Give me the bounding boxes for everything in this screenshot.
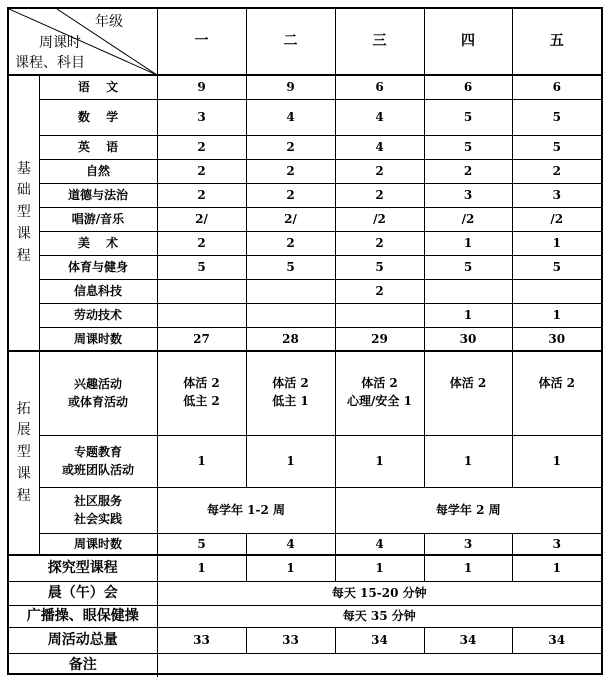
table-cell: 9 — [246, 75, 335, 99]
table-cell — [246, 303, 335, 327]
grade-header-2: 二 — [246, 9, 335, 75]
table-cell: 4 — [335, 99, 424, 135]
table-cell: 体活 2 — [424, 351, 512, 435]
explore-course-label: 探究型课程 — [9, 555, 157, 581]
morning-meeting-value: 每天 15-20 分钟 — [157, 581, 601, 605]
table-cell: 2 — [424, 159, 512, 183]
morning-meeting-label: 晨（午）会 — [9, 581, 157, 605]
table-cell: 5 — [246, 255, 335, 279]
table-cell: 2 — [157, 135, 246, 159]
table-cell: 33 — [246, 627, 335, 653]
table-cell: 5 — [512, 135, 601, 159]
table-cell: 6 — [424, 75, 512, 99]
table-cell: 2 — [246, 159, 335, 183]
table-cell: 1 — [512, 303, 601, 327]
table-cell: 体活 2 — [512, 351, 601, 435]
grade-header-4: 四 — [424, 9, 512, 75]
subject-name: 英 语 — [39, 135, 157, 159]
curriculum-table-frame — [7, 7, 603, 675]
curriculum-table — [9, 9, 601, 677]
header-subject-label: 课程、科目 — [15, 55, 85, 71]
table-cell: 5 — [157, 255, 246, 279]
weekly-hours-label: 周课时数 — [39, 327, 157, 351]
table-cell: 1 — [424, 555, 512, 581]
subject-name: 数 学 — [39, 99, 157, 135]
table-cell: 5 — [424, 255, 512, 279]
table-cell: 9 — [157, 75, 246, 99]
grade-header-5: 五 — [512, 9, 601, 75]
table-cell: 2 — [335, 159, 424, 183]
subject-name: 信息科技 — [39, 279, 157, 303]
table-cell: /2 — [335, 207, 424, 231]
table-cell: 4 — [246, 533, 335, 555]
topic-education-label: 专题教育 或班团队活动 — [39, 435, 157, 487]
table-cell: /2 — [512, 207, 601, 231]
table-cell: 2 — [335, 279, 424, 303]
table-cell: 5 — [512, 255, 601, 279]
grade-header-1: 一 — [157, 9, 246, 75]
table-cell: /2 — [424, 207, 512, 231]
subject-name: 唱游/音乐 — [39, 207, 157, 231]
table-cell: 2 — [512, 159, 601, 183]
extended-course-group-label: 拓 展 型 课 程 — [9, 351, 39, 555]
table-cell: 4 — [246, 99, 335, 135]
table-cell — [157, 279, 246, 303]
header-grade-label: 年级 — [95, 14, 123, 30]
community-service-low-grades: 每学年 1-2 周 — [157, 487, 335, 533]
subject-name: 语 文 — [39, 75, 157, 99]
table-cell: 30 — [512, 327, 601, 351]
table-cell: 5 — [157, 533, 246, 555]
table-cell — [157, 303, 246, 327]
exercise-label: 广播操、眼保健操 — [9, 605, 157, 627]
table-cell: 2 — [335, 183, 424, 207]
table-cell: 1 — [424, 435, 512, 487]
table-cell: 2/ — [157, 207, 246, 231]
subject-name: 体育与健身 — [39, 255, 157, 279]
exercise-value: 每天 35 分钟 — [157, 605, 601, 627]
table-cell: 30 — [424, 327, 512, 351]
diagonal-header-cell — [9, 9, 157, 75]
table-cell: 1 — [157, 435, 246, 487]
table-cell: 2 — [246, 183, 335, 207]
table-cell: 1 — [512, 555, 601, 581]
subject-name: 自然 — [39, 159, 157, 183]
table-cell: 3 — [157, 99, 246, 135]
table-cell: 体活 2 心理/安全 1 — [335, 351, 424, 435]
table-cell: 3 — [424, 183, 512, 207]
remark-label: 备注 — [9, 653, 157, 677]
table-cell: 1 — [335, 435, 424, 487]
table-cell: 34 — [424, 627, 512, 653]
table-cell: 4 — [335, 533, 424, 555]
table-cell: 27 — [157, 327, 246, 351]
table-cell: 1 — [246, 555, 335, 581]
table-cell: 1 — [512, 231, 601, 255]
basic-course-group-label: 基 础 型 课 程 — [9, 75, 39, 351]
table-cell: 3 — [512, 183, 601, 207]
table-cell: 5 — [512, 99, 601, 135]
table-cell: 34 — [512, 627, 601, 653]
table-cell: 2 — [246, 231, 335, 255]
community-service-label: 社区服务 社会实践 — [39, 487, 157, 533]
header-weekly-hours-label: 周课时 — [39, 35, 81, 51]
table-cell: 2 — [335, 231, 424, 255]
table-cell: 28 — [246, 327, 335, 351]
table-cell: 4 — [335, 135, 424, 159]
table-cell: 1 — [424, 303, 512, 327]
table-cell: 5 — [424, 135, 512, 159]
table-cell: 5 — [424, 99, 512, 135]
table-cell: 2 — [157, 231, 246, 255]
remark-value — [157, 653, 601, 677]
table-cell — [335, 303, 424, 327]
table-cell: 1 — [335, 555, 424, 581]
table-cell: 5 — [335, 255, 424, 279]
subject-name: 美 术 — [39, 231, 157, 255]
table-cell: 6 — [335, 75, 424, 99]
table-cell: 2 — [157, 159, 246, 183]
table-cell: 29 — [335, 327, 424, 351]
table-cell — [512, 279, 601, 303]
community-service-high-grades: 每学年 2 周 — [335, 487, 601, 533]
table-cell: 2 — [157, 183, 246, 207]
table-cell: 1 — [157, 555, 246, 581]
interest-activity-label: 兴趣活动 或体育活动 — [39, 351, 157, 435]
table-cell: 1 — [424, 231, 512, 255]
table-cell: 1 — [246, 435, 335, 487]
table-cell: 1 — [512, 435, 601, 487]
table-cell: 2/ — [246, 207, 335, 231]
table-cell: 体活 2 低主 1 — [246, 351, 335, 435]
table-cell: 3 — [424, 533, 512, 555]
total-activity-label: 周活动总量 — [9, 627, 157, 653]
table-cell: 6 — [512, 75, 601, 99]
table-cell: 2 — [246, 135, 335, 159]
table-cell: 33 — [157, 627, 246, 653]
table-cell: 3 — [512, 533, 601, 555]
grade-header-3: 三 — [335, 9, 424, 75]
table-cell — [246, 279, 335, 303]
table-cell — [424, 279, 512, 303]
table-cell: 34 — [335, 627, 424, 653]
weekly-hours-label: 周课时数 — [39, 533, 157, 555]
table-cell: 体活 2 低主 2 — [157, 351, 246, 435]
subject-name: 道德与法治 — [39, 183, 157, 207]
subject-name: 劳动技术 — [39, 303, 157, 327]
